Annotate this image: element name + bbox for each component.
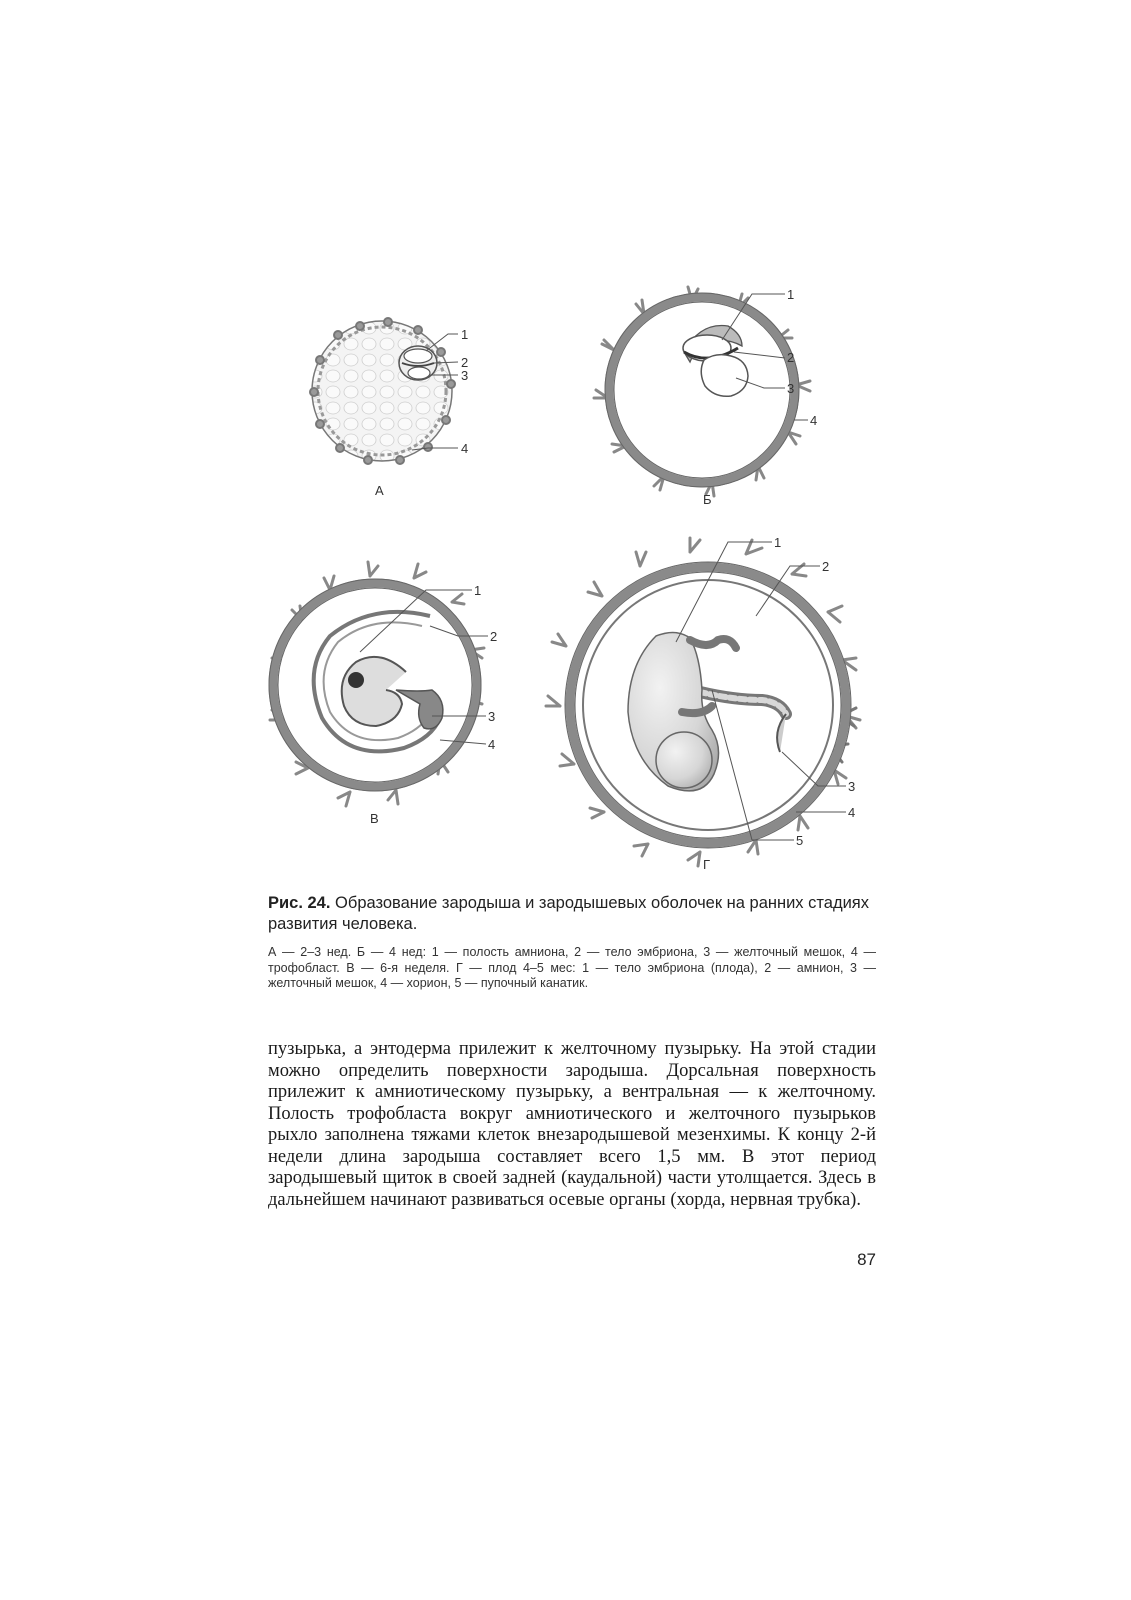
panel-b-diagram: [594, 287, 817, 507]
panel-c-letter: В: [370, 811, 379, 826]
panel-d-callout-1: 1: [774, 535, 782, 550]
page-number: 87: [857, 1250, 876, 1269]
panel-a-callout-3: 3: [461, 368, 469, 383]
panel-c-diagram: [269, 562, 497, 826]
panel-b-callout-1: 1: [787, 287, 795, 302]
panel-c-callout-4: 4: [488, 737, 496, 752]
panel-c-callout-1: 1: [474, 583, 482, 598]
caption-legend: А — 2–3 нед. Б — 4 нед: 1 — полость амниона, 2 — тело эмбриона, 3 — желточный мешок, 4 — трофобласт. В — 6-я неделя. Г — плод 4–5 мес: 1 — тело эмбриона (плода), 2 — амнион, 3 — желточный мешок, 4 — хорион, 5 — пупочный канатик.: [268, 945, 876, 990]
figure-caption: [268, 893, 876, 992]
panel-d-callout-5: 5: [796, 833, 804, 848]
panel-a-callout-4: 4: [461, 441, 469, 456]
panel-d-callout-3: 3: [848, 779, 856, 794]
body-paragraph: пузырька, а энтодерма прилежит к желточному пузырьку. На этой стадии можно определить поверхности зародыша. Дорсальная поверхность прилежит к амниотическому пузырьку, а вентральная — к желточному. Полость трофобласта вокруг амниотического и желточного пузырьков рыхло заполнена тяжами клеток внезародышевой мезенхимы. К концу 2-й недели длина зародыша составляет всего 1,5 мм. В этот период зародышевый щиток в своей задней (каудальной) части утолщается. Здесь в дальнейшем начинают развиваться осевые органы (хорда, нервная трубка).: [268, 1039, 876, 1210]
panel-d-callout-4: 4: [848, 805, 856, 820]
caption-title-line: [268, 893, 876, 935]
panel-a-letter: А: [375, 483, 384, 498]
panel-c-callout-3: 3: [488, 709, 496, 724]
panel-b-callout-4: 4: [810, 413, 818, 428]
caption-title: Образование зародыша и зародышевых оболочек на ранних стадиях развития человека.: [268, 894, 869, 933]
panel-b-letter: Б: [703, 492, 712, 507]
panel-b-callout-3: 3: [787, 381, 795, 396]
panel-c-callout-2: 2: [490, 629, 498, 644]
panel-d-callout-2: 2: [822, 559, 830, 574]
panel-d-letter: Г: [703, 857, 711, 872]
panel-a-callout-1: 1: [461, 327, 469, 342]
panel-a-diagram: [310, 318, 468, 498]
panel-b-callout-2: 2: [787, 350, 795, 365]
caption-label: Рис. 24.: [268, 894, 331, 912]
panel-a-callout-2: 2: [461, 355, 469, 370]
panel-d-diagram: [546, 535, 860, 872]
